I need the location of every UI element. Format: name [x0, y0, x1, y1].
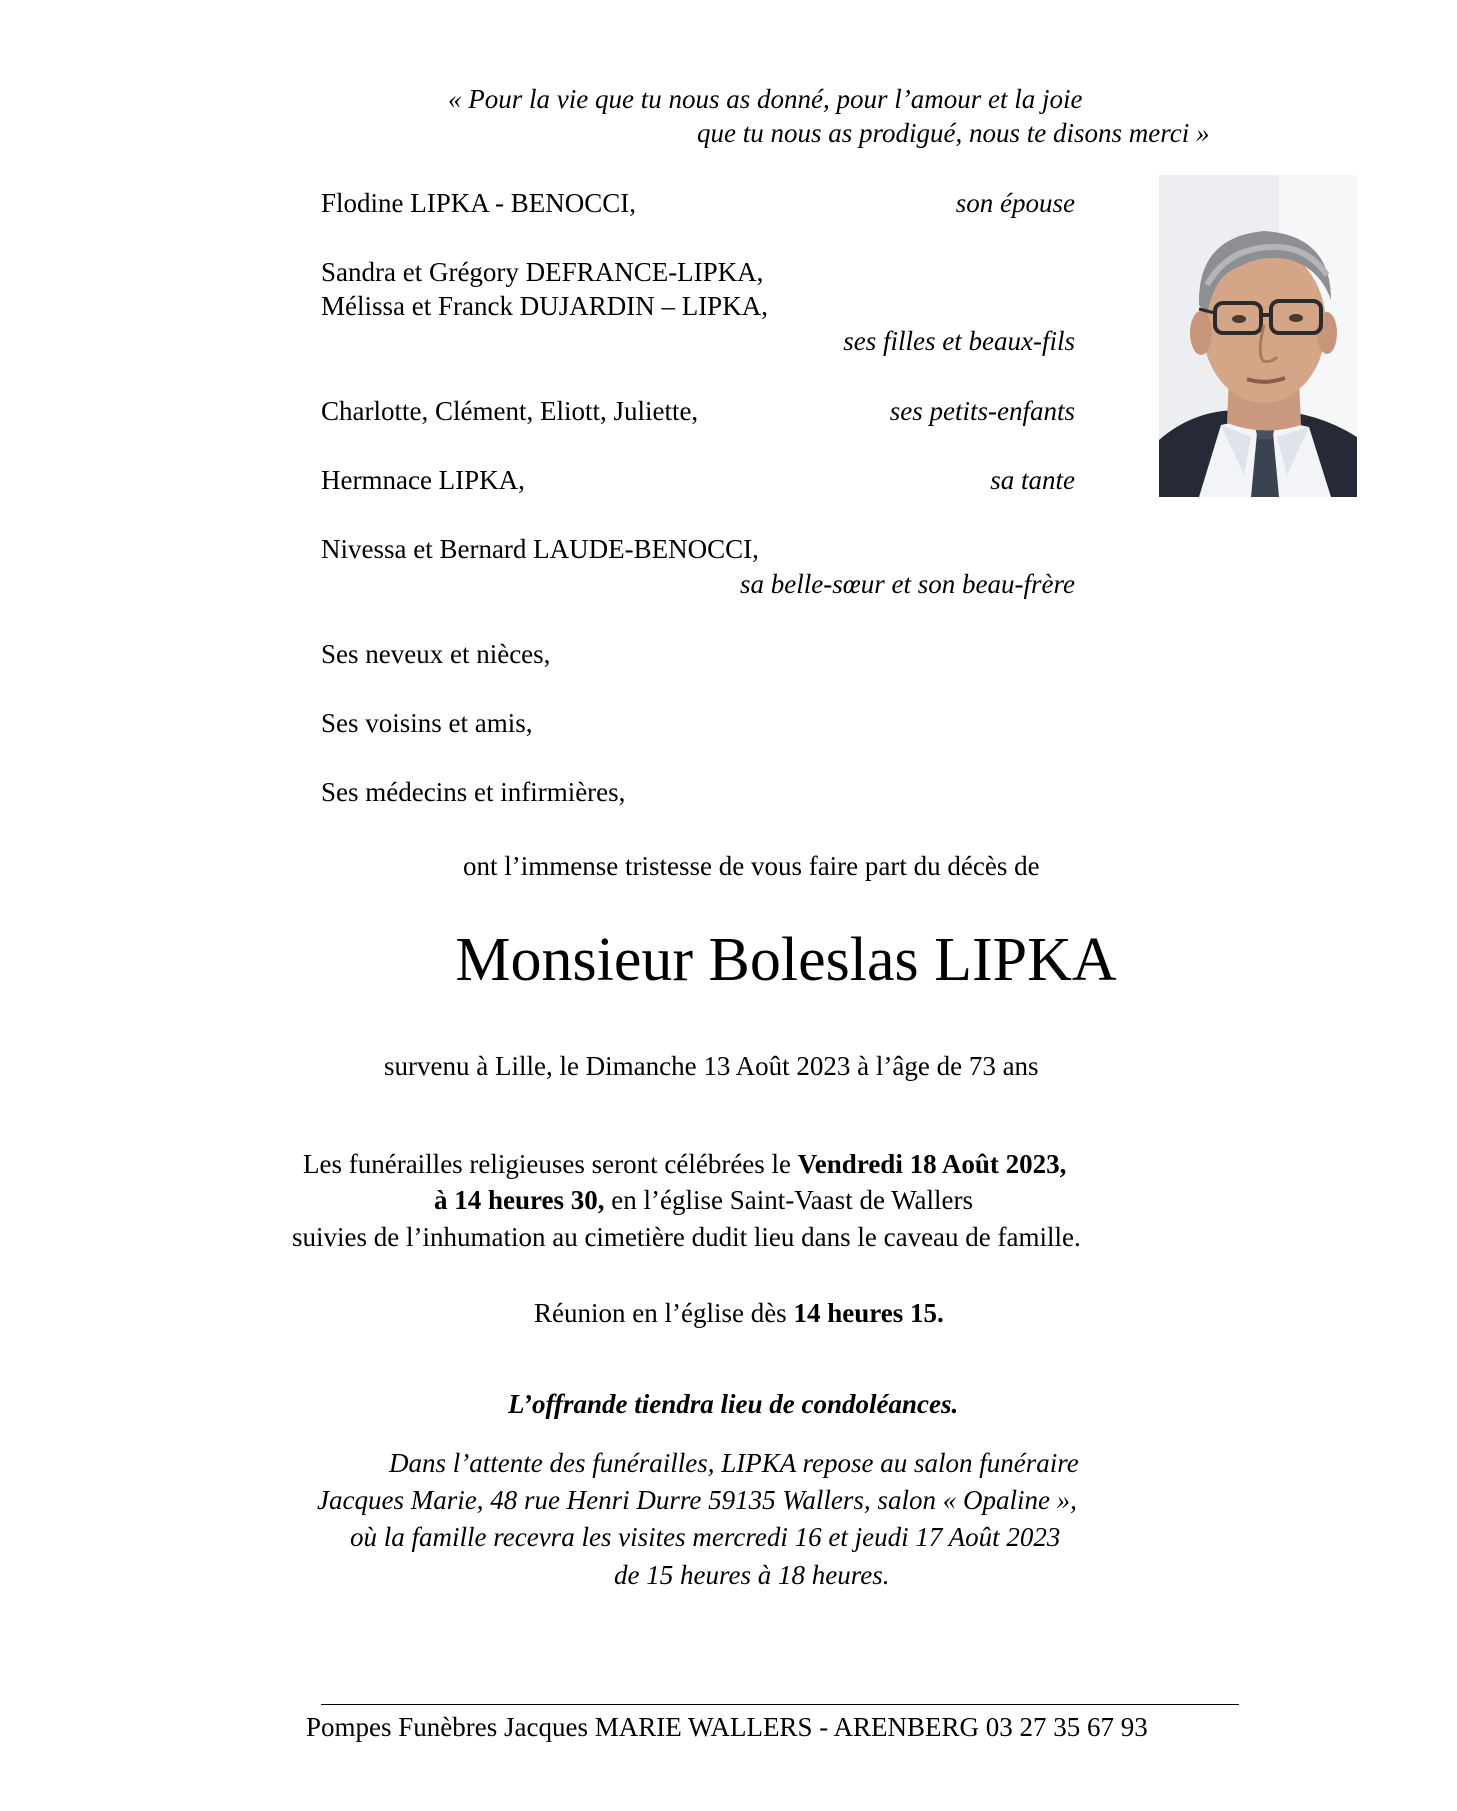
funeral-place: en l’église Saint-Vaast de Wallers	[604, 1185, 973, 1215]
family-name: Mélissa et Franck DUJARDIN – LIPKA,	[321, 291, 768, 321]
portrait-photo	[1159, 175, 1357, 497]
funeral-line-3: suivies de l’inhumation au cimetière dudit lieu dans le caveau de famille.	[292, 1222, 1081, 1252]
family-name: Ses médecins et infirmières,	[321, 777, 626, 807]
family-relation: sa tante	[990, 465, 1075, 495]
offering-note: L’offrande tiendra lieu de condoléances.	[508, 1389, 959, 1419]
family-relation: ses filles et beaux-fils	[843, 326, 1075, 356]
viewing-line-3: où la famille recevra les visites mercredi 16 et jeudi 17 Août 2023	[350, 1522, 1061, 1552]
viewing-line-1: Dans l’attente des funérailles, LIPKA repose au salon funéraire	[389, 1448, 1079, 1478]
family-name: Flodine LIPKA - BENOCCI,	[321, 188, 637, 218]
quote-line-2: que tu nous as prodigué, nous te disons merci »	[697, 118, 1210, 148]
meeting-time: 14 heures 15.	[793, 1298, 944, 1328]
family-name: Ses neveux et nièces,	[321, 639, 551, 669]
footer-contact: Pompes Funèbres Jacques MARIE WALLERS - ARENBERG 03 27 35 67 93	[306, 1712, 1148, 1742]
family-relation: son épouse	[955, 188, 1075, 218]
portrait-photo-icon	[1159, 175, 1357, 497]
family-relation: sa belle-sœur et son beau-frère	[740, 569, 1075, 599]
funeral-time: à 14 heures 30,	[434, 1185, 605, 1215]
announcement-text: ont l’immense tristesse de vous faire part du décès de	[463, 851, 1040, 881]
family-relation: ses petits-enfants	[889, 396, 1075, 426]
family-name: Charlotte, Clément, Eliott, Juliette,	[321, 396, 699, 426]
family-name: Hermnace LIPKA,	[321, 465, 525, 495]
viewing-line-2: Jacques Marie, 48 rue Henri Durre 59135 Wallers, salon « Opaline »,	[317, 1485, 1077, 1515]
funeral-line-2	[434, 1183, 973, 1217]
funeral-line-1-text: Les funérailles religieuses seront célébrées le	[303, 1149, 798, 1179]
family-name: Ses voisins et amis,	[321, 708, 533, 738]
footer-divider	[321, 1704, 1239, 1705]
deceased-name: Monsieur Boleslas LIPKA	[455, 926, 1117, 994]
viewing-line-4: de 15 heures à 18 heures.	[614, 1560, 890, 1590]
funeral-line-1	[303, 1147, 1066, 1181]
family-name: Sandra et Grégory DEFRANCE-LIPKA,	[321, 257, 764, 287]
family-name: Nivessa et Bernard LAUDE-BENOCCI,	[321, 534, 759, 564]
meeting-line	[534, 1296, 944, 1330]
quote-line-1: « Pour la vie que tu nous as donné, pour l’amour et la joie	[448, 84, 1083, 114]
death-info: survenu à Lille, le Dimanche 13 Août 2023 à l’âge de 73 ans	[384, 1051, 1039, 1081]
meeting-text: Réunion en l’église dès	[534, 1298, 794, 1328]
funeral-date: Vendredi 18 Août 2023,	[797, 1149, 1067, 1179]
